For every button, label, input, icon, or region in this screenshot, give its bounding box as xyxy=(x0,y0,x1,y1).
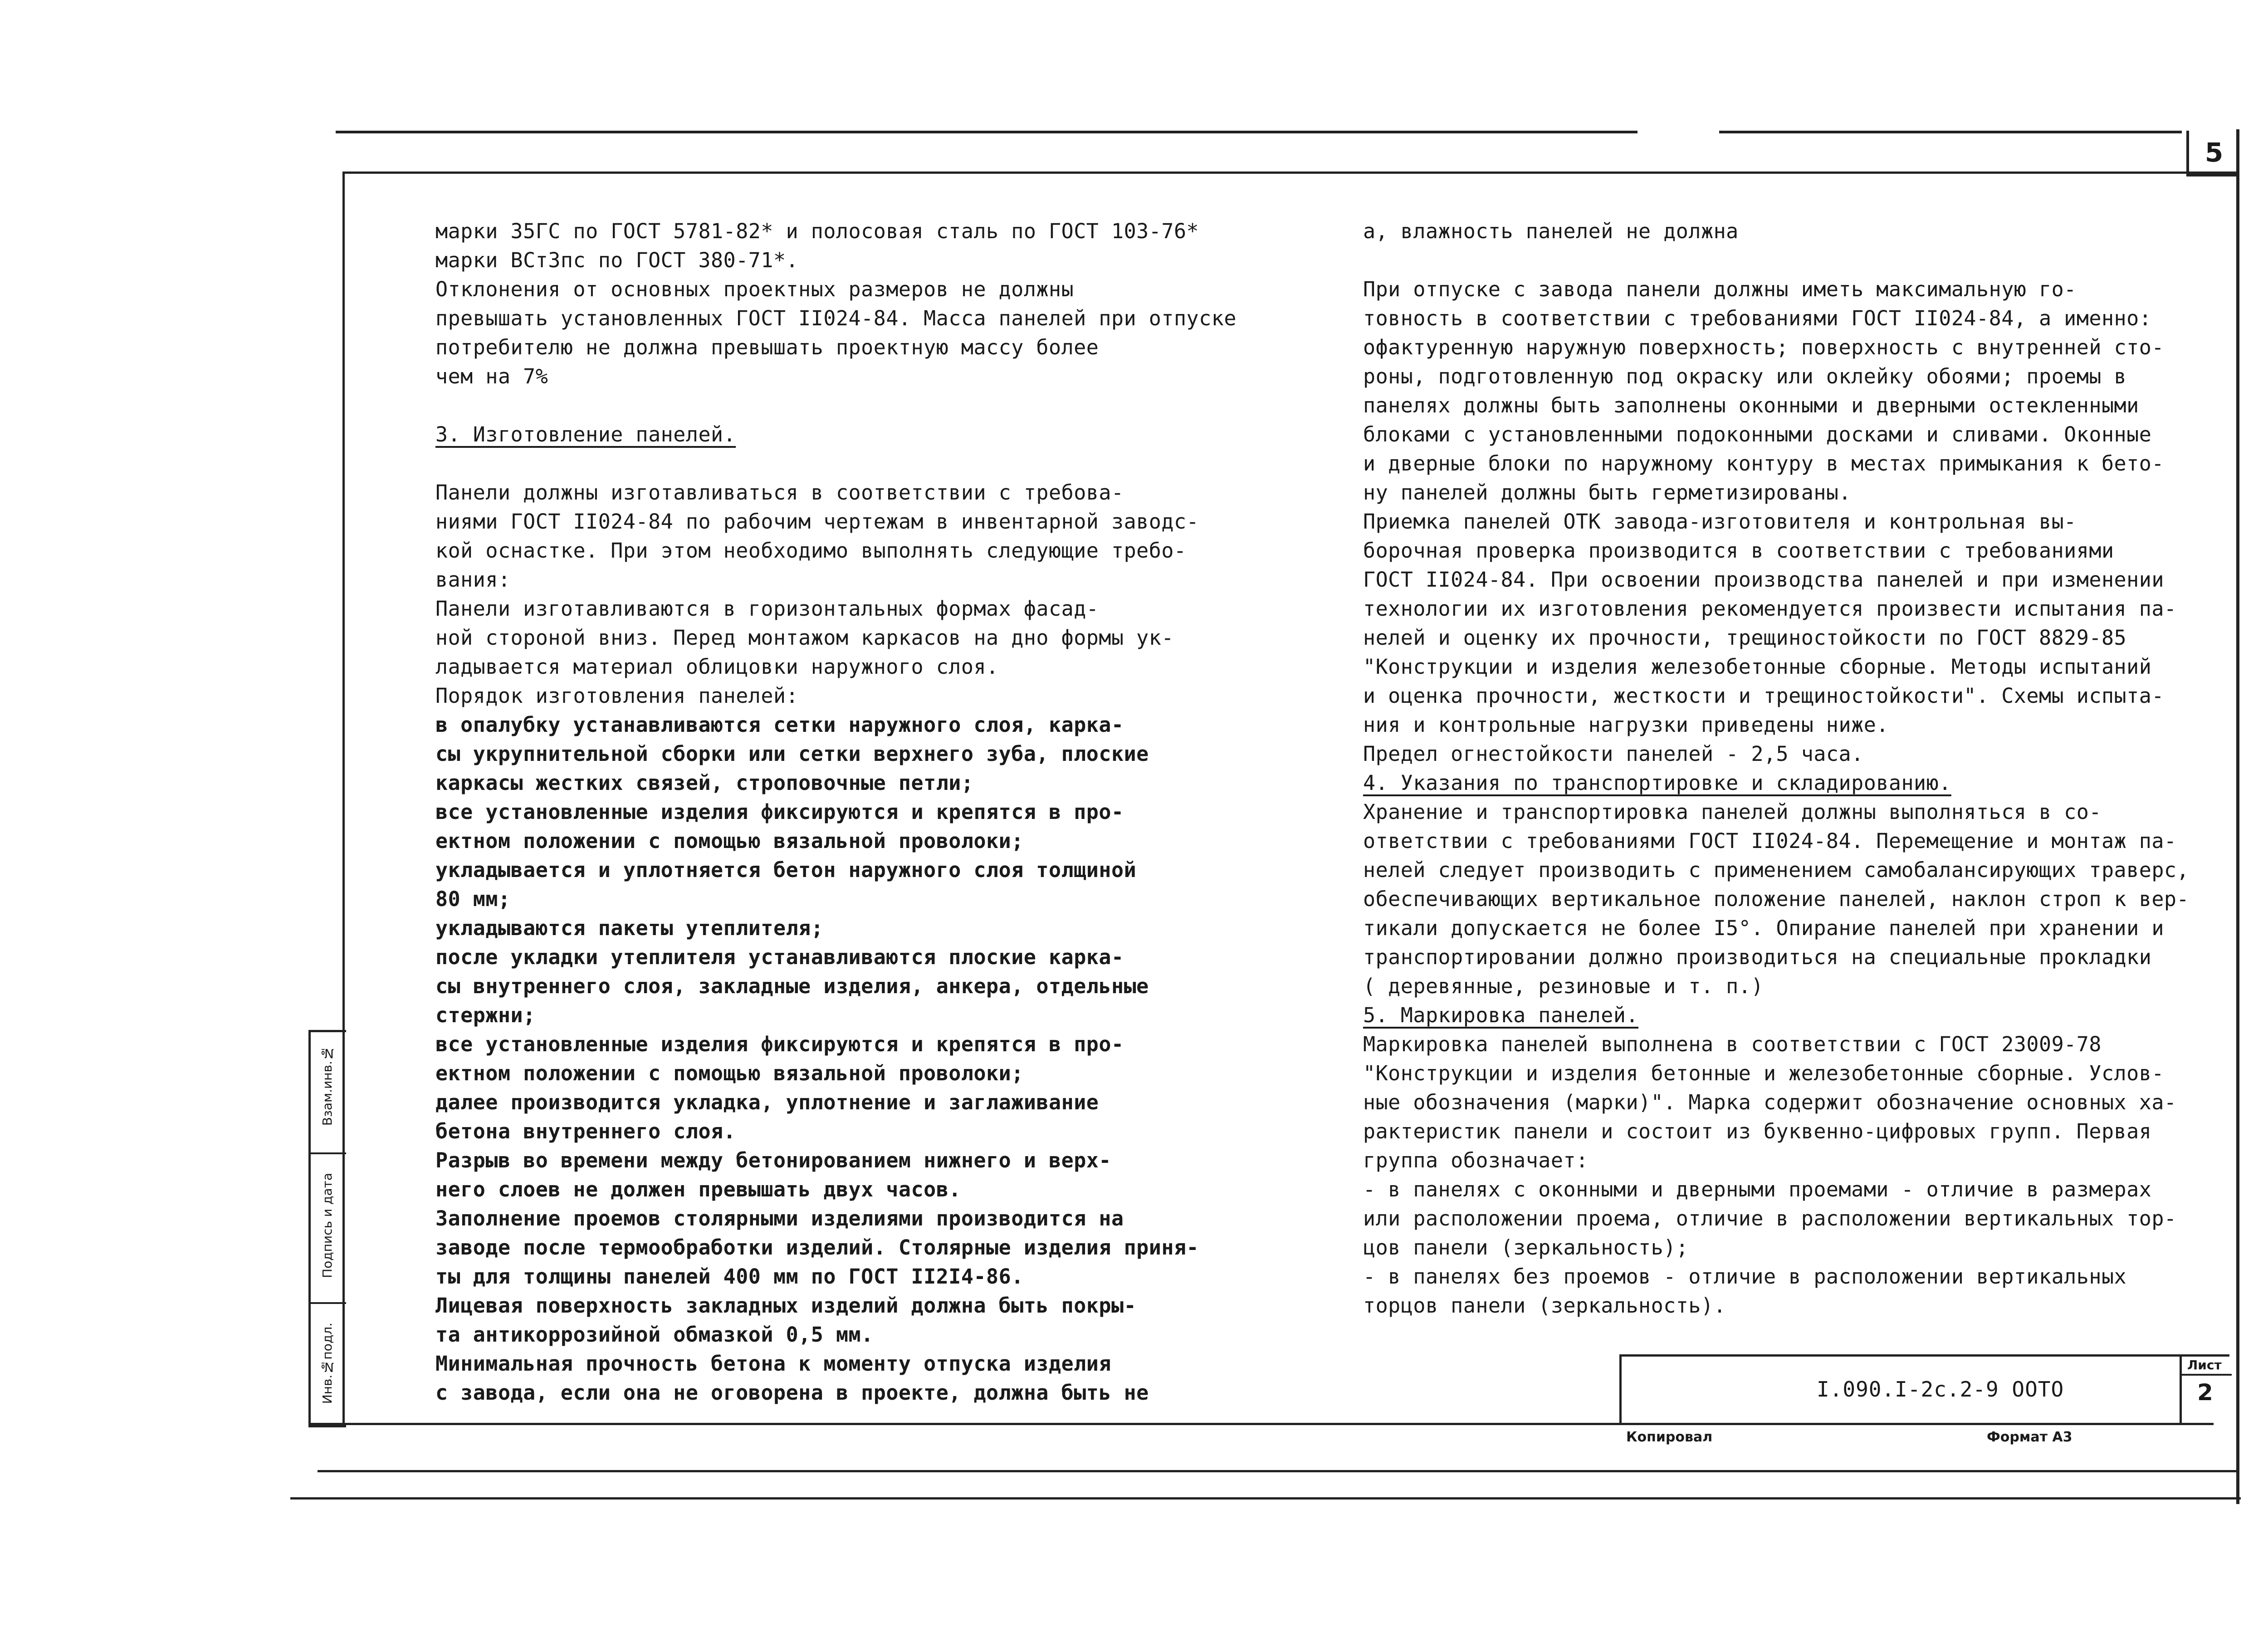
right-text-line: - в панелях без проемов - отличие в расположении вертикальных xyxy=(1363,1264,2127,1289)
right-text-line: ответствии с требованиями ГОСТ II024-84. Перемещение и монтаж па- xyxy=(1363,829,2177,853)
left-text-line: Разрыв во времени между бетонированием нижнего и верх- xyxy=(435,1148,1111,1172)
right-text-line: Маркировка панелей выполнена в соответствии с ГОСТ 23009-78 xyxy=(1363,1032,2102,1056)
sheet-cell xyxy=(2180,1357,2232,1425)
left-text-line: потребителю не должна превышать проектную массу более xyxy=(435,335,1099,359)
left-text-line: Заполнение проемов столярными изделиями производится на xyxy=(435,1206,1124,1230)
left-text-line: каркасы жестких связей, строповочные петли; xyxy=(435,771,974,795)
left-text-line: Лицевая поверхность закладных изделий должна быть покры- xyxy=(435,1294,1137,1318)
left-text-line: после укладки утеплителя устанавливаются плоские карка- xyxy=(435,945,1124,969)
left-text-line: Панели должны изготавливаться в соответствии с требова- xyxy=(435,480,1124,505)
right-text-line: Приемка панелей ОТК завода-изготовителя и контрольная вы- xyxy=(1363,510,2077,534)
right-text-line: рактеристик панели и состоит из буквенно-цифровых групп. Первая xyxy=(1363,1119,2152,1143)
right-text-line: или расположении проема, отличие в расположении вертикальных тор- xyxy=(1363,1206,2177,1230)
title-block xyxy=(1619,1354,2229,1425)
right-text-line: офактуренную наружную поверхность; поверхность с внутренней сто- xyxy=(1363,335,2164,359)
outer-bottom-rule-1 xyxy=(318,1470,2236,1472)
frame-right xyxy=(2236,129,2239,1504)
corner-number-box xyxy=(2186,131,2239,176)
left-text-line: ектном положении с помощью вязальной проволоки; xyxy=(435,829,1024,853)
right-text-line: "Конструкции и изделия железобетонные сборные. Методы испытаний xyxy=(1363,655,2152,679)
right-text-line: нелей следует производить с применением самобалансирующих траверс, xyxy=(1363,858,2190,882)
left-text-line: кой оснастке. При этом необходимо выполнять следующие требо- xyxy=(435,539,1187,563)
right-text-line: технологии их изготовления рекомендуется произвести испытания па- xyxy=(1363,597,2177,621)
left-text-line: укладывается и уплотняется бетон наружного слоя толщиной xyxy=(435,858,1137,882)
right-text-line: 4. Указания по транспортировке и складированию. xyxy=(1363,771,1951,795)
right-text-line: товность в соответствии с требованиями ГОСТ II024-84, а именно: xyxy=(1363,306,2152,330)
side-stamp xyxy=(308,1030,346,1427)
right-text-line: цов панели (зеркальность); xyxy=(1363,1235,1689,1260)
right-text-line: а, влажность панелей не должна xyxy=(1363,219,1739,243)
right-text-line: ния и контрольные нагрузки приведены ниже. xyxy=(1363,713,1889,737)
format-label: Формат А3 xyxy=(1987,1429,2072,1445)
left-text-line: все установленные изделия фиксируются и крепятся в про- xyxy=(435,800,1124,824)
right-text-line: и дверные блоки по наружному контуру в местах примыкания к бето- xyxy=(1363,451,2164,475)
left-text-line: марки ВСт3пс по ГОСТ 380-71*. xyxy=(435,248,799,272)
left-text-line: с завода, если она не оговорена в проекте, должна быть не xyxy=(435,1381,1149,1405)
outer-bottom-rule-2 xyxy=(290,1497,2241,1500)
left-text-line: сы укрупнительной сборки или сетки верхнего зуба, плоские xyxy=(435,742,1149,766)
right-text-line: ные обозначения (марки)". Марка содержит обозначение основных ха- xyxy=(1363,1090,2177,1114)
right-column xyxy=(1363,217,2198,1360)
left-text-line: в опалубку устанавливаются сетки наружного слоя, карка- xyxy=(435,713,1124,737)
left-text-line: превышать установленных ГОСТ II024-84. Масса панелей при отпуске xyxy=(435,306,1237,330)
left-column xyxy=(435,217,1243,1415)
right-text-line: борочная проверка производится в соответствии с требованиями xyxy=(1363,539,2114,563)
copy-label: Копировал xyxy=(1626,1429,1713,1445)
right-text-line: обеспечивающих вертикальное положение панелей, наклон строп к вер- xyxy=(1363,887,2190,911)
corner-number: 5 xyxy=(2204,137,2224,168)
right-text-line: торцов панели (зеркальность). xyxy=(1363,1294,1726,1318)
left-text-line: 3. Изготовление панелей. xyxy=(435,422,736,446)
right-text-line: Хранение и транспортировка панелей должны выполняться в со- xyxy=(1363,800,2102,824)
right-text-line: - в панелях с оконными и дверными проемами - отличие в размерах xyxy=(1363,1177,2152,1201)
left-text-line: Отклонения от основных проектных размеров не должны xyxy=(435,277,1074,301)
side-label-replaced: Взам.инв.№ xyxy=(320,1046,335,1126)
right-text-line: ГОСТ II024-84. При освоении производства панелей и при изменении xyxy=(1363,568,2164,592)
left-text-line: ниями ГОСТ II024-84 по рабочим чертежам в инвентарной заводс- xyxy=(435,510,1199,534)
right-text-line: 5. Маркировка панелей. xyxy=(1363,1003,1639,1027)
left-text-line: чем на 7% xyxy=(435,364,548,388)
side-label-inventory: Инв.№подл. xyxy=(320,1323,335,1404)
right-text-line: блоками с установленными подоконными досками и сливами. Оконные xyxy=(1363,422,2152,446)
right-text-line: Предел огнестойкости панелей - 2,5 часа. xyxy=(1363,742,1864,766)
right-text-line: тикали допускается не более I5°. Опирание панелей при хранении и xyxy=(1363,916,2164,940)
right-text-line: "Конструкции и изделия бетонные и железобетонные сборные. Услов- xyxy=(1363,1061,2164,1085)
left-text-line: бетона внутреннего слоя. xyxy=(435,1119,736,1143)
left-text-line: Минимальная прочность бетона к моменту отпуска изделия xyxy=(435,1352,1111,1376)
stamp-code: I.090.I-2c.2-9 ООТО xyxy=(1817,1377,2064,1402)
left-text-line: укладываются пакеты утеплителя; xyxy=(435,916,824,940)
left-text-line: ной стороной вниз. Перед монтажом каркасов на дно формы ук- xyxy=(435,626,1174,650)
left-text-line: Порядок изготовления панелей: xyxy=(435,684,799,708)
left-text-line: ладывается материал облицовки наружного слоя. xyxy=(435,655,999,679)
sheet-number: 2 xyxy=(2197,1379,2213,1406)
right-text-line: и оценка прочности, жесткости и трещиностойкости". Схемы испыта- xyxy=(1363,684,2164,708)
right-text-line: ну панелей должны быть герметизированы. xyxy=(1363,480,1852,505)
frame-top xyxy=(342,172,2239,174)
right-text-line: При отпуске с завода панели должны иметь максимальную го- xyxy=(1363,277,2077,301)
left-text-line: заводе после термообработки изделий. Столярные изделия приня- xyxy=(435,1235,1199,1260)
right-text-line: панелях должны быть заполнены оконными и дверными остекленными xyxy=(1363,393,2139,417)
side-label-signature: Подпись и дата xyxy=(320,1173,335,1278)
sheet-label: Лист xyxy=(2187,1358,2222,1372)
top-rule-left xyxy=(336,131,1637,133)
left-text-line: далее производится укладка, уплотнение и заглаживание xyxy=(435,1090,1099,1114)
top-rule-right xyxy=(1719,131,2182,133)
left-text-line: ты для толщины панелей 400 мм по ГОСТ II2I4-86. xyxy=(435,1264,1024,1289)
left-text-line: него слоев не должен превышать двух часов. xyxy=(435,1177,961,1201)
left-text-line: вания: xyxy=(435,568,511,592)
left-text-line: 80 мм; xyxy=(435,887,511,911)
left-text-line: та антикоррозийной обмазкой 0,5 мм. xyxy=(435,1323,874,1347)
left-text-line: все установленные изделия фиксируются и крепятся в про- xyxy=(435,1032,1124,1056)
right-text-line: транспортировании должно производиться на специальные прокладки xyxy=(1363,945,2152,969)
left-text-line: Панели изготавливаются в горизонтальных формах фасад- xyxy=(435,597,1099,621)
right-text-line: нелей и оценку их прочности, трещиностойкости по ГОСТ 8829-85 xyxy=(1363,626,2127,650)
right-text-line: ( деревянные, резиновые и т. п.) xyxy=(1363,974,1764,998)
left-text-line: марки 35ГС по ГОСТ 5781-82* и полосовая сталь по ГОСТ 103-76* xyxy=(435,219,1199,243)
right-text-line: роны, подготовленную под окраску или оклейку обоями; проемы в xyxy=(1363,364,2127,388)
left-text-line: ектном положении с помощью вязальной проволоки; xyxy=(435,1061,1024,1085)
left-text-line: стержни; xyxy=(435,1003,536,1027)
left-text-line: сы внутреннего слоя, закладные изделия, анкера, отдельные xyxy=(435,974,1149,998)
right-text-line: группа обозначает: xyxy=(1363,1148,1589,1172)
